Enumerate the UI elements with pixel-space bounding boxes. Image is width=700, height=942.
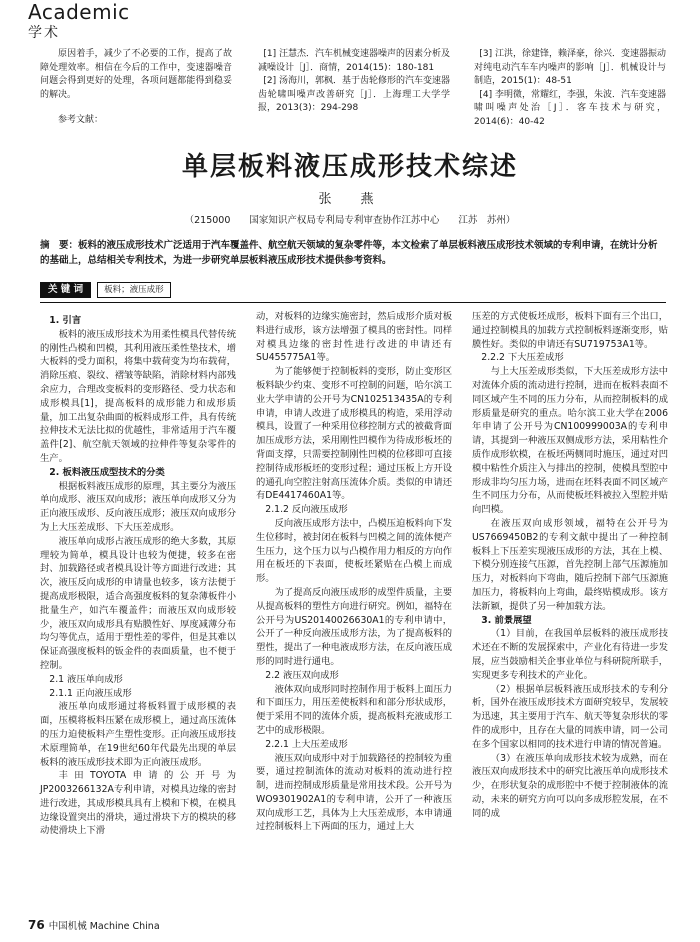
body-paragraph: 根据板料液压成形的原理，其主要分为液压单向成形、液压双向成形；液压单向成形又分为正向液压成形、反向液压成形；液压双向成形分为上大压差成形、下大压差成形。 — [40, 480, 236, 533]
body-column-3 — [472, 310, 668, 820]
top-left-paragraph: 原因着手，减少了不必要的工作，提高了故障处理效率。相信在今后的工作中，变速器噪音问题会得到更好的处理，各项问题都能得到稳妥的解决。 参考文献： — [40, 48, 232, 128]
divider — [40, 302, 666, 303]
subsection-heading: 2.2.1 上大压差成形 — [265, 738, 348, 750]
subsection-heading: 2.1 液压单向成形 — [49, 673, 123, 685]
body-paragraph: 液体双向成形同时控制作用于板料上面压力和下面压力，用压差使板料和和部分形状成形，便于采用不同的流体介质，提高板料充液成形工艺中的成形极限。 — [256, 683, 452, 736]
subsection-heading: 2.2.2 下大压差成形 — [481, 352, 564, 364]
subsection-heading: 2.2 液压双向成形 — [265, 669, 339, 681]
reference-item: [3] 江洪，徐建锋，赖泽豪，徐兴．变速器振动对纯电动汽车车内噪声的影响［J］．机械设计与制造，2015(1)：48-51 — [474, 49, 667, 86]
body-paragraph: 液压单向成形通过将板料置于成形模的表面，压模将板料压紧在成形模上，通过高压流体的压力迫使板料产生塑性变形。正向液压成形技术原理简单，在19世纪60年代最先出现的单层板料的液压成形技术即为正向液压成形。 — [40, 701, 236, 768]
body-paragraph: 液压双向成形中对于加载路径的控制较为重要，通过控制流体的流动对板料的流动进行控制，进而控制成形质量是常用技术段。公开号为WO9301902A1的专利申请，公开了一种液压双向成形工艺，具体为上大压差成形，本申请通过控制板料上下两面的压力，通过上大 — [256, 752, 452, 833]
page-number: 76 — [28, 918, 45, 932]
subsection-heading: 2.1.2 反向液压成形 — [265, 504, 348, 516]
journal-name: 中国机械 Machine China — [48, 921, 160, 932]
reference-item: [4] 李明微，常耀红，李强，朱波．汽车变速器啸叫噪声处治［J］．客车技术与研究，2014(6)：40-42 — [474, 89, 667, 127]
article-affiliation: （215000 国家知识产权局专利局专利审查协作江苏中心 江苏 苏州） — [184, 215, 516, 226]
body-paragraph: 为了能够便于控制板料的变形，防止变形区板料缺少约束、变形不可控制的问题，哈尔滨工业大学申请的公开号为CN102513435A的专利申请，申请人改进了成形模具的构造，采用浮动模具，设置了一种采用位移控制方式的被截背面加压成形方法，采用刚性凹模作为待成形板坯的背面支撑，只需要控制刚性凹模的位移即可直接控制待成形板坯的变形过程；通过压板上方开设的通孔向空腔注射高压流体介质。类似的申请还有DE4417460A1等。 — [256, 366, 452, 502]
body-paragraph: 反向液压成形方法中，凸模压迫板料向下发生位移时，被封闭在板料与凹模之间的流体便产生压力，这个压力以与凸模作用力相反的方向作用在板坯的下表面，使板坯紧贴在凸模上而成形。 — [256, 517, 452, 585]
body-paragraph: 与上大压差成形类似，下大压差成形方法中对流体介质的流动进行控制，进而在板料表面不同区域产生不同的压力分布，从而控制板料的成形质量是研究的重点。哈尔滨工业大学在2006年申请了公开号为CN100999003A的专利申请，其提到一种液压双侧成形方法，采用粘性介质作成形软模，在板坯两侧同时施压，通过对凹模中粘性介质注入与排出的控制，使模具型腔中形成非均匀压力场，进而在坯料表面不同区域产生不同压力分布，从而使板坯料被拉入型腔并贴向凹模。 — [472, 366, 668, 516]
body-paragraph: 动，对板料的边缘实施密封，然后成形介质对板料进行成形，该方法增强了模具的密封性。同样对模具边缘的密封性进行改进的申请还有SU455775A1等。 — [256, 311, 452, 364]
body-paragraph: 在液压双向成形领域，福特在公开号为US7669450B2的专利文献中提出了一种控制板料上下压差实现液压成形的方法，其在上模、下模分别连接气压源，首先控制上部气压源施加压力，对板料向下弯曲，随后控制下部气压源施加压力，将板料向上弯曲，最终贴模成形。该方法新颖，提供了另一种加载方法。 — [472, 517, 668, 612]
body-paragraph: 板料的液压成形技术为用柔性模具代替传统的刚性凸模和凹模，其利用液压柔性垫技术，增大板料的受力面积，将集中载荷变为均布载荷，消除压痕、裂纹、褶皱等缺陷，消除材料内部残余应力，合理改变板料的变形路径、受力状态和成形模具[1]，提高板料的成形能力和成形质量，加工出复杂曲面的板料成形工件，具有传统拉伸技术无法比拟的优越性，非常适用于汽车覆盖件[2]、航空航天领域的拉伸件等复杂零件的生产。 — [40, 328, 236, 464]
reference-item: [1] 汪慧杰．汽车机械变速器噪声的因素分析及减噪设计［J］．商情，2014(15)：180-181 — [258, 49, 451, 73]
keywords-label: 关 键 词 — [40, 282, 91, 298]
article-author: 张 燕 — [318, 192, 382, 207]
brand-title-zh: 学术 — [28, 25, 60, 41]
body-paragraph: 液压单向成形占液压成形的绝大多数，其原理较为简单，模具设计也较为便捷，较多在密封、加载路径或者模具设计等方面进行改进；其次，液压反向成形的申请量也较多，该方法便于提高成形极限，适合高强度板料的复杂薄板件小批量生产，如汽车覆盖件；而液压双向成形较少，液压双向成形具有贴膜性好、厚度减薄分布均匀等优点，适用于塑性差的零件，但是其难以保证高强度板料的钣金件的表面质量，也不便于控制。 — [40, 535, 236, 671]
references-list-2 — [474, 48, 666, 129]
keywords-bar — [40, 282, 171, 298]
section-heading: 2. 板料液压成型技术的分类 — [49, 466, 165, 478]
article-title: 单层板料液压成形技术综述 — [181, 152, 518, 182]
section-heading: 3. 前景展望 — [481, 614, 532, 626]
body-column-1 — [40, 314, 236, 838]
body-paragraph: 丰田TOYOTA申请的公开号为JP2003266132A专利申请，对模具边缘的密封进行改进，其成形模具具有上模和下模，在模具边缘设置突出的滑块，通过滑块下方的模块的移动使滑块上下滑 — [40, 770, 236, 837]
body-paragraph: （1）目前，在我国单层板料的液压成形技术还在不断的发展探索中，产业化有待进一步发展，应当鼓励相关企事业单位与科研院所联手，实现更多专利技术的产业化。 — [472, 628, 668, 681]
body-paragraph: 压差的方式使板坯成形，板料下面有三个出口，通过控制模具的加载方式控制板料逐渐变形，贴膜性好。类似的申请还有SU719753A1等。 — [472, 311, 668, 350]
section-heading: 1. 引言 — [49, 315, 82, 326]
keywords-value: 板料；液压成形 — [97, 282, 171, 298]
references-list-1 — [258, 48, 450, 116]
body-column-2 — [256, 310, 452, 834]
body-paragraph: （3）在液压单向成形技术较为成熟，而在液压双向成形技术中的研究比液压单向成形技术少，在形状复杂的成形腔中不便于控制液体的流动，未来的研究方向可以向多成形腔发展，在不同的成 — [472, 752, 668, 819]
references-heading: 参考文献： — [58, 115, 104, 125]
subsection-heading: 2.1.1 正向液压成形 — [49, 687, 132, 699]
body-paragraph: （2）根据单层板料液压成形技术的专利分析，国外在液压成形技术方面研究较早，发展较为迅速，其主要用于汽车、航天等复杂形状的零件的成形中，且存在大量的同族申请，同一公司在多个国家以相同的技术进行申请的情况普遍。 — [472, 683, 668, 750]
page-footer — [28, 918, 160, 932]
body-paragraph: 为了提高反向液压成形的成型件质量，主要从提高板料的塑性方向进行研究。例如，福特在公开号为US20140026630A1的专利申请中，公开了一种反向液压成形方法，为了提高板料的塑性，提出了一种电液成形方法，在反向液压成形的同时进行通电。 — [256, 586, 452, 667]
reference-item: [2] 汤海川，郭枫．基于齿轮修形的汽车变速器齿轮啸叫噪声改善研究［J］．上海理工大学学报，2013(3)：294-298 — [258, 76, 451, 113]
article-abstract: 摘 要：板料的液压成形技术广泛适用于汽车覆盖件、航空航天领域的复杂零件等，本文检索了单层板料液压成形技术领域的专利申请，在统计分析的基础上，总结相关专利技术，为进一步研究单层板料液压成形技术提供参考资料。 — [40, 240, 658, 266]
brand-title-en: Academic — [28, 0, 130, 24]
